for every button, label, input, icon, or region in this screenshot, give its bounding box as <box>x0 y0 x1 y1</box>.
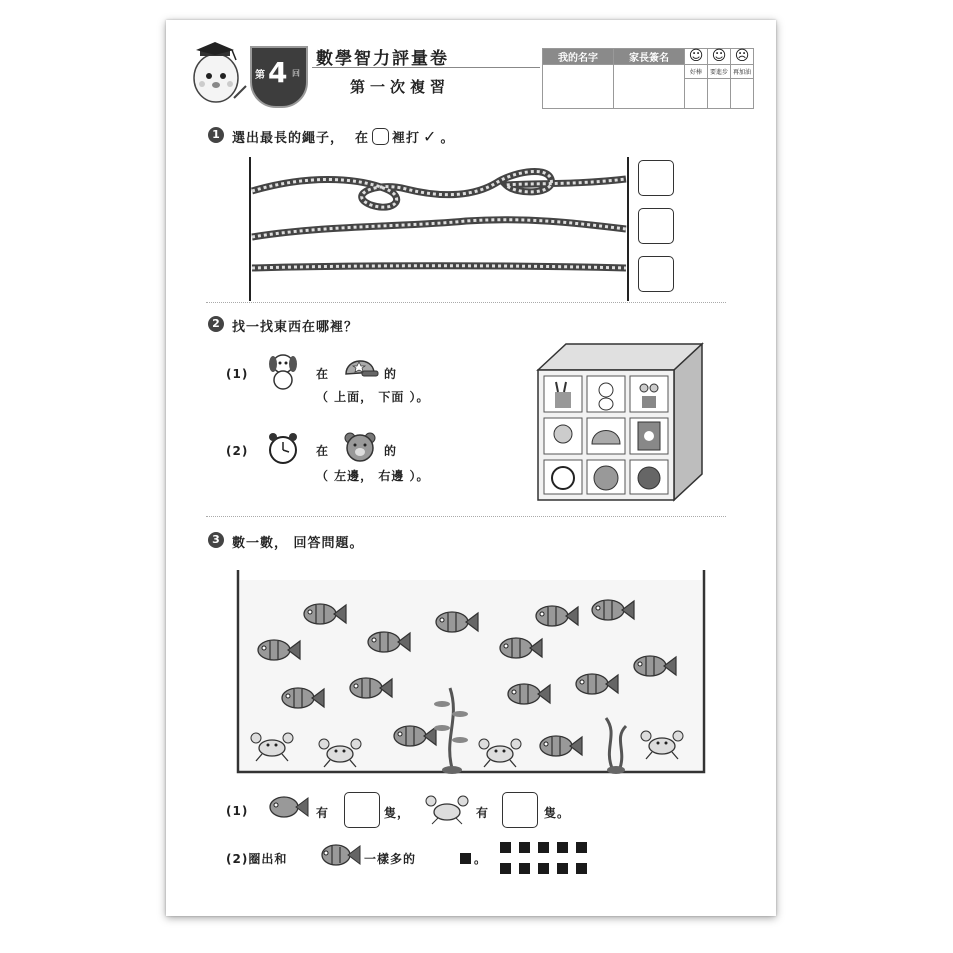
cap-icon <box>342 354 380 382</box>
lesson-suffix: 回 <box>292 69 300 78</box>
section-divider <box>206 516 726 517</box>
rating-label: 再加油 <box>731 65 754 79</box>
question-3-text: 數一數， 回答問題。 <box>232 536 364 551</box>
sample-checkbox <box>372 128 389 145</box>
question-2-text: 找一找東西在哪裡？ <box>232 320 359 335</box>
alarm-clock-icon <box>266 430 300 468</box>
answer-box-rope-2[interactable] <box>638 208 674 244</box>
ropes-figure <box>246 155 636 305</box>
section-divider <box>206 302 726 303</box>
question-number: 1 <box>208 127 224 143</box>
lesson-prefix: 第 <box>255 70 265 81</box>
rating-box[interactable] <box>731 79 754 109</box>
checkmark-icon: ✓ <box>423 127 438 146</box>
worksheet-page: 第 4 回 數學智力評量卷 第一次複習 我的名字 家長簽名 ☺ ☺ ☹ 好棒 要進步 再加油 1 選出最長的繩子， 在 裡打 ✓ 。 2 找一找東西在哪裡？ (1) 在 的 （ 上面， 下面 ）。 (2) 在 的 （ 左邊， 右邊 ）。 3 數一數， 回答問題。 (1) 有 隻， 有 隻。 (2)圈出和 一樣多的 。 <box>166 20 776 916</box>
shelf-icon <box>536 342 706 502</box>
fish-icon <box>264 792 310 822</box>
aquarium-figure <box>234 568 708 778</box>
square-icon[interactable] <box>576 842 587 853</box>
smile-icon: ☺ <box>708 49 731 65</box>
square-icon[interactable] <box>500 842 511 853</box>
question-number: 2 <box>208 316 224 332</box>
square-icon[interactable] <box>538 842 549 853</box>
parent-signature-field[interactable] <box>614 65 685 109</box>
answer-box-rope-3[interactable] <box>638 256 674 292</box>
dog-icon <box>266 350 300 392</box>
square-icon[interactable] <box>576 863 587 874</box>
square-icon <box>460 853 471 864</box>
square-icon[interactable] <box>500 863 511 874</box>
answer-box-rope-1[interactable] <box>638 160 674 196</box>
choice-text: （ 上面， 下面 ）。 <box>316 390 430 404</box>
question-1-text: 選出最長的繩子， 在 裡打 ✓ 。 <box>232 127 455 146</box>
name-label: 我的名字 <box>543 49 614 65</box>
bear-icon <box>342 430 378 464</box>
fish-icon <box>316 840 362 870</box>
item-label: (2) <box>226 444 249 458</box>
mascot-icon <box>188 38 248 110</box>
square-icon[interactable] <box>557 842 568 853</box>
neutral-face-icon: ☹ <box>731 49 754 65</box>
item-label: (1) <box>226 804 249 818</box>
smile-icon: ☺ <box>685 49 708 65</box>
rating-label: 要進步 <box>708 65 731 79</box>
rating-label: 好棒 <box>685 65 708 79</box>
rope-icon <box>252 220 626 237</box>
squares-group[interactable] <box>500 842 600 884</box>
item-label: (1) <box>226 367 249 381</box>
name-field[interactable] <box>543 65 614 109</box>
parent-label: 家長簽名 <box>614 49 685 65</box>
square-icon[interactable] <box>519 863 530 874</box>
rating-box[interactable] <box>685 79 708 109</box>
rope-icon <box>252 266 626 268</box>
square-icon[interactable] <box>557 863 568 874</box>
rope-icon <box>252 171 626 207</box>
lesson-number: 4 <box>268 56 288 89</box>
fish-count-input[interactable] <box>344 792 380 828</box>
square-icon[interactable] <box>519 842 530 853</box>
rating-box[interactable] <box>708 79 731 109</box>
signature-table <box>542 48 754 109</box>
lesson-badge <box>250 46 308 108</box>
square-icon[interactable] <box>538 863 549 874</box>
crab-icon <box>424 792 470 826</box>
page-subtitle: 第一次複習 <box>350 78 451 96</box>
question-number: 3 <box>208 532 224 548</box>
choice-text: （ 左邊， 右邊 ）。 <box>316 469 430 483</box>
page-title: 數學智力評量卷 <box>316 49 449 69</box>
crab-count-input[interactable] <box>502 792 538 828</box>
